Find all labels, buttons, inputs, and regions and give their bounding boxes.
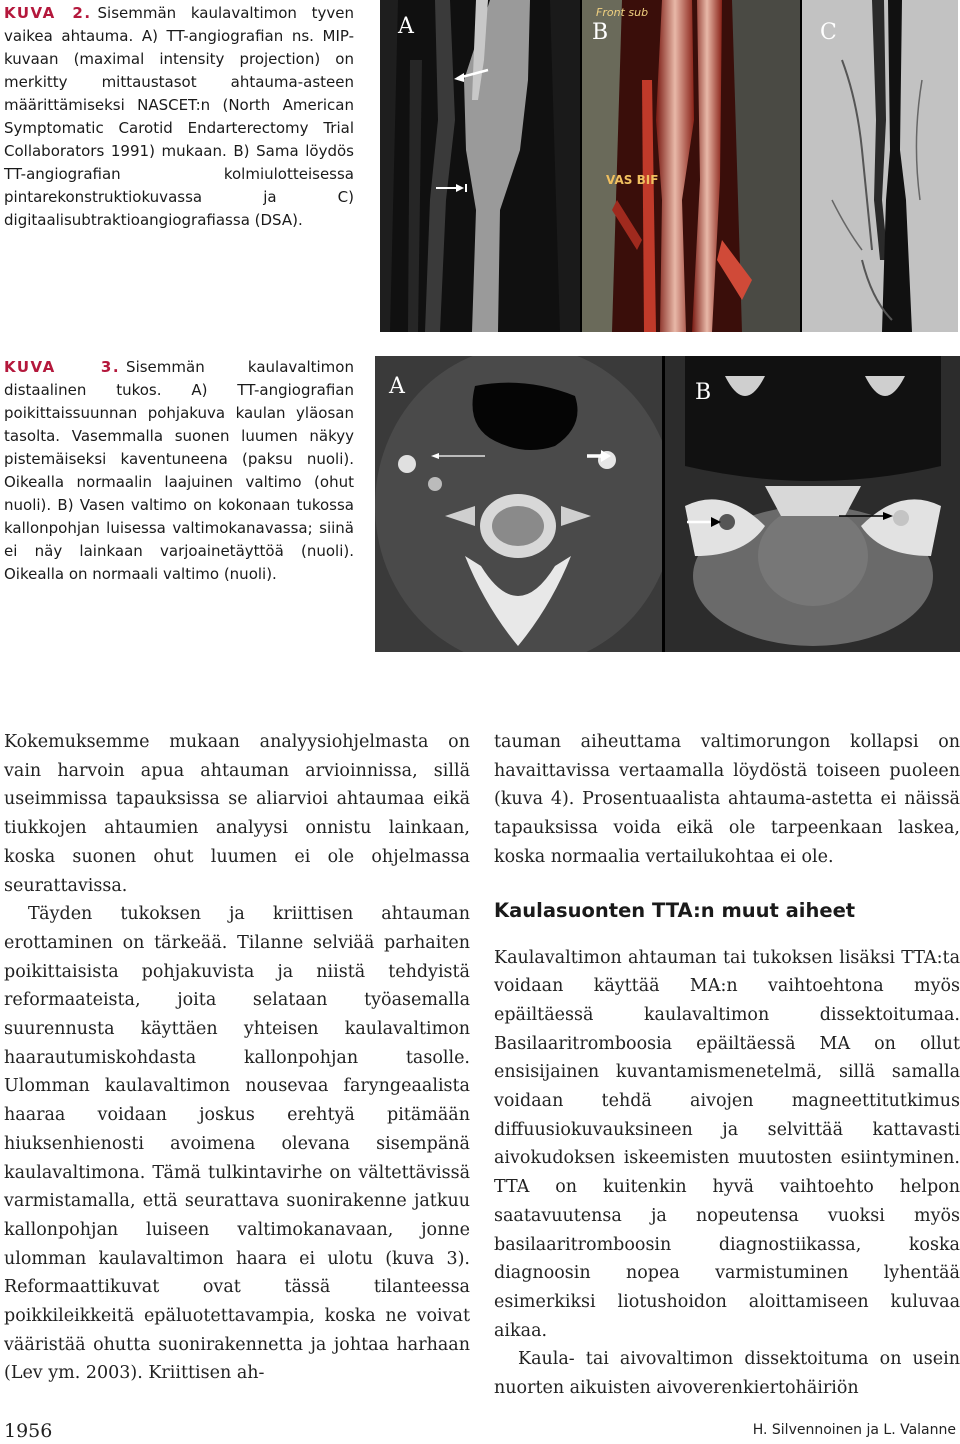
section-heading: Kaulasuonten TTA:n muut aiheet [494, 898, 856, 922]
figure-2-caption [4, 2, 354, 232]
authors: H. Silvennoinen ja L. Valanne [752, 1422, 956, 1438]
figure-2-panel-b [582, 0, 800, 332]
page-number: 1956 [4, 1420, 53, 1442]
figure-3-label: KUVA 3. [4, 358, 121, 376]
panel-label-a-fig3: A [389, 374, 405, 399]
panel-label-b: B [592, 20, 609, 45]
left-paragraph-1: Kokemuksemme mukaan analyysiohjelmasta on vain harvoin apua ahtauman arvioinnissa, sillä useimmissa tapauksissa se aliarvioi ahtaumaa eikä tiukkojen ahtaumien analyysi onnistu lainkaan, koska suonen ohut luumen ei ole ohjelmassa seurattavissa. [4, 732, 470, 896]
right-paragraph-2: Kaulavaltimon ahtauman tai tukoksen lisäksi TTA:ta voidaan käyttää MA:n vaihtoehtona myös epäiltäessä kaulavaltimon dissektoitumaa. Basilaaritromboosia epäiltäessä MA on ollut ensisijainen kuvantamismenetelmä, sillä samalla voidaan tehdä aivojen magneettitutkimus diffuusiokuvauksineen ja selvittää kattavasti aivokudoksen iskeemisten muutosten esiintyminen. TTA on kuitenkin hyvä vaihtoehto helpon saatavuutensa ja nopeutensa vuoksi myös basilaaritromboosin diagnostiikassa, koska diagnoosin nopea varmistuminen lyhentää esimerkiksi liotushoidon aloittamiseen kuluvaa aikaa. [494, 947, 960, 1341]
figure-2-image [380, 0, 958, 332]
figure-2-caption-text: Sisemmän kaulavaltimon tyven vaikea ahtauma. A) TT-angiografian ns. MIP-kuvaan (maximal intensity projection) on merkitty mittaustasot ahtauma-asteen määrittämiseksi NASCET:n (North American Symptomatic Carotid Endarterectomy Trial Collaborators 1991) mukaan. B) Sama löydös TT-angiografian kolmiulotteisessa pintarekonstruktiokuvassa ja C) digitaalisubtraktioangiografiassa (DSA). [4, 4, 354, 229]
right-column [494, 728, 960, 1403]
panel-label-c: C [820, 20, 837, 45]
right-paragraph-3: Kaula- tai aivovaltimon dissektoituma on usein nuorten aikuisten aivoverenkiertohäiriön [494, 1349, 960, 1399]
front-sub-text: Front sub [596, 6, 649, 19]
left-paragraph-2: Täyden tukoksen ja kriittisen ahtauman erottaminen on tärkeää. Tilanne selviää parhaiten poikittaisista pohjakuvista ja niistä tehdyistä reformaateista, joita selataan työasemalla suurennusta käyttäen yhteisen kaulavaltimon haarautumiskohdasta kallonpohjan tasolle. Ulomman kaulavaltimon nousevaa faryngeaalista haaraa voidaan joskus erehtyä pitämään hiuksenhienosti avoimena olevana sisempänä kaulavaltimona. Tämä tulkintavirhe on vältettävissä varmistamalla, että seurattava suonirakenne jatkuu kallonpohjan luiseen valtimokanavaan, jonne ulomman kaulavaltimon haara ei ulotu (kuva 3). Reformaattikuvat ovat tässä tilanteessa poikkileikkeitä epäluotettavampia, koska ne voivat vääristää ohutta suonirakennetta ja johtaa harhaan (Lev ym. 2003). Kriittisen ah- [4, 904, 470, 1384]
right-paragraph-1: tauman aiheuttama valtimorungon kollapsi on havaittavissa vertaamalla löydöstä toiseen puoleen (kuva 4). Prosentuaalista ahtauma-astetta ei näissä tapauksissa voida eikä ole tarpeenkaan laskea, koska normaalia vertailukohtaa ei ole. [494, 732, 960, 867]
left-column [4, 728, 470, 1388]
figure-3-panel-b [665, 356, 960, 652]
figure-3-panel-a [375, 356, 662, 652]
figure-3-image [375, 356, 960, 652]
panel-label-b-fig3: B [695, 380, 712, 405]
vas-bif-text: VAS BIF [606, 173, 659, 187]
figure-2-panel-a [380, 0, 580, 332]
figure-3-caption [4, 356, 354, 586]
figure-2-label: KUVA 2. [4, 4, 92, 22]
figure-3-caption-text: Sisemmän kaulavaltimon distaalinen tukos. A) TT-angiografian poikittaissuunnan pohjakuva kaulan yläosan tasolta. Vasemmalla suonen luumen näkyy pistemäiseksi kaventuneena (paksu nuoli). Oikealla normaalin laajuinen valtimo (ohut nuoli). B) Vasen valtimo on kokonaan tukossa kallonpohjan luisessa valtimokanavassa; siinä ei näy lainkaan varjoainetäyttöä (nuoli). Oikealla on normaali valtimo (nuoli). [4, 358, 354, 583]
figure-2-panel-c [802, 0, 958, 332]
panel-label-a: A [398, 14, 414, 39]
